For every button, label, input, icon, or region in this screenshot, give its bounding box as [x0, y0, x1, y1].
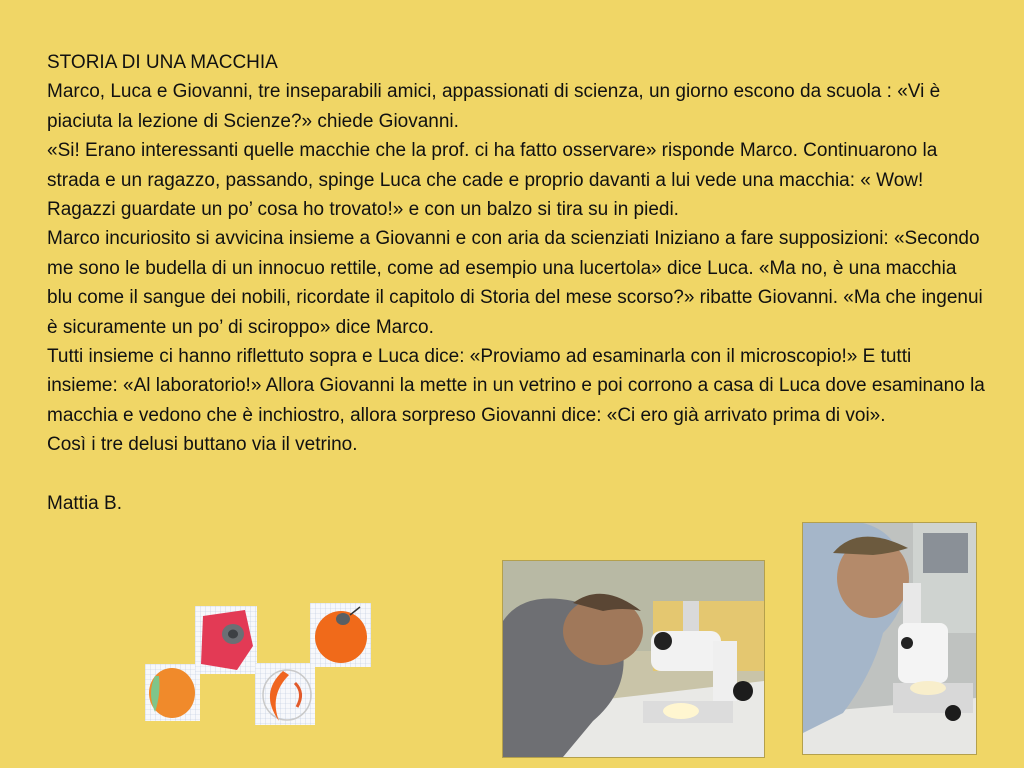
story-paragraph: Marco incuriosito si avvicina insieme a Giovanni e con aria da scienziati Iniziano a fare supposizioni: «Secondo me sono le budella di un innocuo rettile, come ad esempio una lucertola» dice Luca. «Ma no, è una macchia blu come il sangue dei nobili, ricordate il capitolo di Storia del mese scorso?» ribatte Giovanni. «Ma che ingenui è sicuramente un po’ di sciroppo» dice Marco. [47, 228, 983, 338]
story-title: STORIA DI UNA MACCHIA [47, 52, 278, 73]
story-text [47, 48, 987, 518]
drawing-orange-cell [310, 603, 371, 667]
photo-boy-microscope [503, 561, 764, 757]
drawing-orange-green-cell [145, 664, 200, 721]
story-paragraph: «Si! Erano interessanti quelle macchie che la prof. ci ha fatto osservare» risponde Marco. Continuarono la strada e un ragazzo, passando, spinge Luca che cade e proprio davanti a lui vede una macchia: « Wow! Ragazzi guardate un po’ cosa ho trovato!» e con un balzo si tira su in piedi. [47, 140, 938, 221]
story-paragraph: Così i tre delusi buttano via il vetrino. [47, 434, 358, 456]
photo-girl-microscope [803, 523, 976, 754]
story-author: Mattia B. [47, 493, 122, 515]
drawing-orange-crescent [255, 663, 315, 725]
story-paragraph: Tutti insieme ci hanno riflettuto sopra e Luca dice: «Proviamo ad esaminarla con il microscopio!» E tutti insieme: «Al laboratorio!» Allora Giovanni la mette in un vetrino e poi corrono a casa di Luca dove esaminano la macchia e vedono che è inchiostro, allora sorpreso Giovanni dice: «Ci ero già arrivato prima di voi». [47, 346, 985, 426]
story-paragraph: Marco, Luca e Giovanni, tre inseparabili amici, appassionati di scienza, un giorno escono da scuola : «Vi è piaciuta la lezione di Scienze?» chiede Giovanni. [47, 81, 941, 132]
spacer [47, 460, 987, 489]
drawing-red-cell [195, 606, 257, 674]
